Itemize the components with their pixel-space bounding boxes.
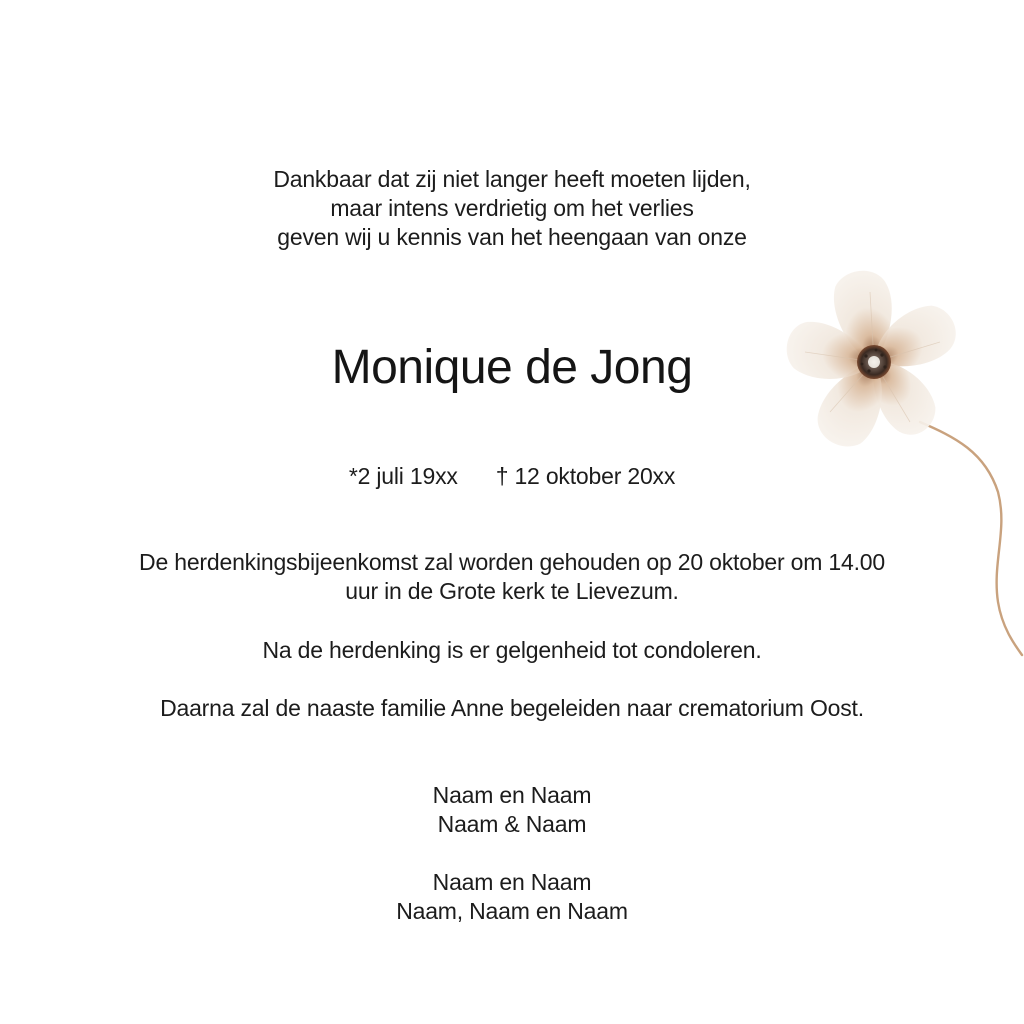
condolence-line: Na de herdenking is er gelgenheid tot condoleren. bbox=[262, 637, 762, 663]
birth-date: *2 juli 19xx bbox=[348, 463, 458, 489]
signature-group-2-line-1: Naam en Naam bbox=[432, 869, 592, 895]
intro-line-2: maar intens verdrietig om het verlies bbox=[330, 195, 694, 221]
intro-line-1: Dankbaar dat zij niet langer heeft moeten lijden, bbox=[273, 166, 751, 192]
deceased-name: Monique de Jong bbox=[331, 341, 693, 394]
ceremony-line-1: De herdenkingsbijeenkomst zal worden gehouden op 20 oktober om 14.00 bbox=[139, 549, 885, 575]
watercolor-cosmos-flower-icon bbox=[770, 262, 1024, 662]
death-date: † 12 oktober 20xx bbox=[495, 463, 676, 489]
signature-group-1-line-2: Naam & Naam bbox=[437, 811, 587, 837]
cremation-line: Daarna zal de naaste familie Anne begeleiden naar crematorium Oost. bbox=[160, 695, 864, 721]
signature-group-2-line-2: Naam, Naam en Naam bbox=[396, 898, 628, 924]
intro-line-3: geven wij u kennis van het heengaan van onze bbox=[277, 224, 747, 250]
flower-stem bbox=[920, 422, 1022, 655]
signature-group-1-line-1: Naam en Naam bbox=[432, 782, 592, 808]
ceremony-line-2: uur in de Grote kerk te Lievezum. bbox=[345, 578, 679, 604]
